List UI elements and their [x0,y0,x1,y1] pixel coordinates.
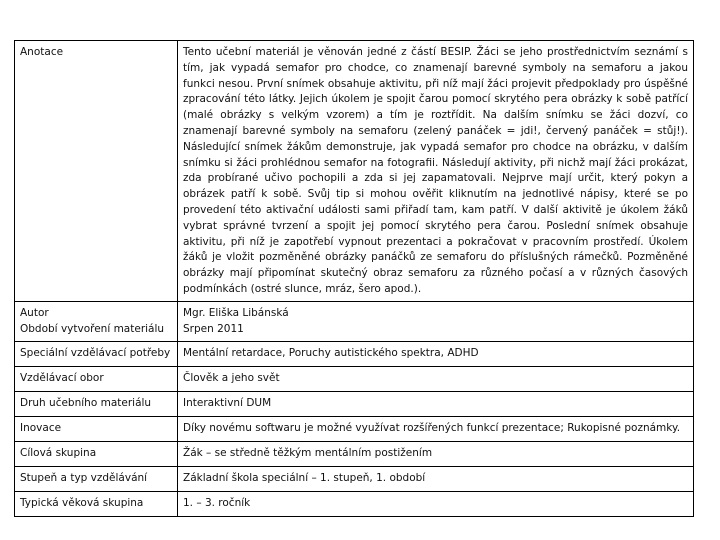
material-type-value: Interaktivní DUM [178,391,694,416]
material-info-table [14,40,694,517]
special-needs-value: Mentální retardace, Poruchy autistického spektra, ADHD [178,341,694,366]
table-row-subject [15,366,694,391]
table-row-autor [15,301,694,341]
author-name: Mgr. Eliška Libánská [183,306,289,319]
row-value [178,301,694,341]
annotation-text: Tento učební materiál je věnován jedné z částí BESIP. Žáci se jeho prostřednictvím seznámí s tím, jak vypadá semafor pro chodce, co znamenají barevné symboly na semaforu a jakou funkci nesou. První snímek obsahuje aktivitu, při níž mají žáci projevit předpoklady pro úspěšné zpracování této látky. Jejich úkolem je spojit čarou pomocí skrytého pera obrázky k sobě patřící (malé obrázky s velkým vzorem) a tím je roztřídit. Na dalším snímku se žáci dozví, co znamenají barevné symboly na semaforu (zelený panáček = jdi!, červený panáček = stůj!). Následující snímek žákům demonstruje, jak vypadá semafor pro chodce na obrázku, v dalším snímku si žáci prohlédnou semafor na fotografii. Následují aktivity, při nichž mají žáci prokázat, zda probírané učivo pochopili a zda si jej zapamatovali. Nejprve mají určit, který pokyn a obrázek patří k sobě. Svůj tip si mohou ověřit kliknutím na jednotlivé nápisy, které se po provedení této aktivační události sami přiřadí tam, kam patří. V další aktivitě je úkolem žáků vybrat správné tvrzení a spojit jej pomocí skrytého pera čarou. Poslední snímek obsahuje aktivitu, při níž je zapotřebí vypnout prezentaci a pokračovat v pracovním prostředí. Úkolem žáků je vložit pozměněné obrázky panáčků ze semaforu do příslušných rámečků. Pozměněné obrázky mají připomínat skutečný obraz semaforu za různého počasí a v různých časových podmínkách (ostré slunce, mráz, šero apod.). [178,41,694,302]
subject-value: Člověk a jeho svět [178,366,694,391]
row-label: Cílová skupina [15,441,178,466]
table-row-anotace [15,41,694,302]
row-label: Druh učebního materiálu [15,391,178,416]
education-level-value: Základní škola speciální – 1. stupeň, 1. období [178,466,694,491]
table-row-target-group [15,441,694,466]
creation-period: Srpen 2011 [183,322,244,335]
row-label [15,301,178,341]
target-group-value: Žák – se středně těžkým mentálním postižením [178,441,694,466]
table-row-innovation [15,416,694,441]
row-label: Speciální vzdělávací potřeby [15,341,178,366]
author-label: Autor [20,306,49,319]
row-label: Stupeň a typ vzdělávání [15,466,178,491]
row-label: Vzdělávací obor [15,366,178,391]
innovation-value: Díky novému softwaru je možné využívat rozšířených funkcí prezentace; Rukopisné poznámky. [178,416,694,441]
table-row-material-type [15,391,694,416]
table-row-education-level [15,466,694,491]
table-row-age-group [15,491,694,516]
row-label: Typická věková skupina [15,491,178,516]
period-label: Období vytvoření materiálu [20,322,165,335]
age-group-value: 1. – 3. ročník [178,491,694,516]
table-row-special-needs [15,341,694,366]
row-label: Inovace [15,416,178,441]
row-label: Anotace [15,41,178,302]
